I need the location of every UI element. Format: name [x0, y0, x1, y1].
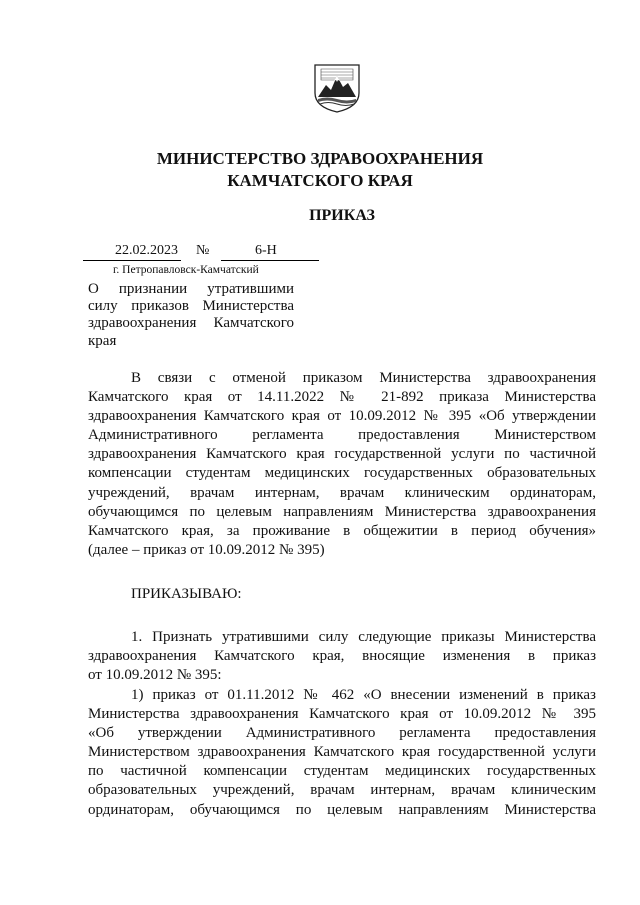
- text-line: 1. Признать утратившими силу следующие приказы Министерства: [131, 629, 596, 645]
- text-line: ординаторам, обучающимся по целевым направлениям Министерства: [88, 801, 596, 818]
- text-line: образовательных учреждений, врачам интернам, врачам клиническим: [88, 782, 596, 799]
- order-subject: [88, 281, 294, 350]
- text-line: Министерством здравоохранения Камчатского края государственной услуги: [88, 744, 596, 761]
- text-line: Камчатского края, за проживание в общежитии в период обучения»: [88, 522, 596, 539]
- preamble-paragraph: [88, 369, 596, 560]
- order-number-field: [221, 243, 319, 261]
- order-number: 6-Н: [255, 243, 277, 258]
- text-line: «Об утверждении Административного регламента предоставления: [88, 725, 596, 742]
- text-line: (далее – приказ от 10.09.2012 № 395): [88, 541, 325, 558]
- kamchatka-coat-of-arms-icon: [312, 63, 362, 113]
- document-type: ПРИКАЗ: [309, 207, 375, 224]
- number-sign: №: [196, 243, 210, 258]
- ministry-title-line1: МИНИСТЕРСТВО ЗДРАВООХРАНЕНИЯ: [156, 149, 484, 168]
- text-line: по частичной компенсации студентам медицинских государственных: [88, 763, 596, 780]
- text-line: компенсации студентам медицинских государственных образовательных: [88, 465, 596, 482]
- subject-line: здравоохранения Камчатского: [88, 315, 294, 332]
- text-line: здравоохранения Камчатского края, вносящие изменения в приказ: [88, 648, 596, 665]
- subject-line: О признании утратившими: [88, 281, 294, 297]
- text-line: ПРИКАЗЫВАЮ:: [131, 586, 242, 602]
- order-date: 22.02.2023: [83, 243, 181, 261]
- item-1-paragraph: [88, 628, 596, 685]
- text-line: здравоохранения Камчатского края государственной услуги по частичной: [88, 446, 596, 463]
- order-word: [131, 585, 431, 604]
- text-line: от 10.09.2012 № 395:: [88, 667, 222, 684]
- subject-line: силу приказов Министерства: [88, 298, 294, 315]
- text-line: здравоохранения Камчатского края от 10.09.2012 № 395 «Об утверждении: [88, 408, 596, 425]
- text-line: учреждений, врачам интернам, врачам клиническим ординаторам,: [88, 484, 596, 501]
- text-line: Камчатского края от 14.11.2022 № 21-892 приказа Министерства: [88, 389, 596, 406]
- text-line: обучающимся по целевым направлениям Министерства здравоохранения: [88, 503, 596, 520]
- item-1-1-paragraph: [88, 686, 596, 820]
- text-line: Министерства здравоохранения Камчатского края от 10.09.2012 № 395: [88, 706, 596, 723]
- text-line: 1) приказ от 01.11.2012 № 462 «О внесении изменений в приказ: [131, 687, 596, 703]
- order-city: г. Петропавловск-Камчатский: [113, 264, 259, 276]
- text-line: В связи с отменой приказом Министерства здравоохранения: [131, 370, 596, 386]
- text-line: Административного регламента предоставления Министерством: [88, 427, 596, 444]
- subject-line: края: [88, 332, 117, 349]
- ministry-title-line2: КАМЧАТСКОГО КРАЯ: [227, 171, 413, 190]
